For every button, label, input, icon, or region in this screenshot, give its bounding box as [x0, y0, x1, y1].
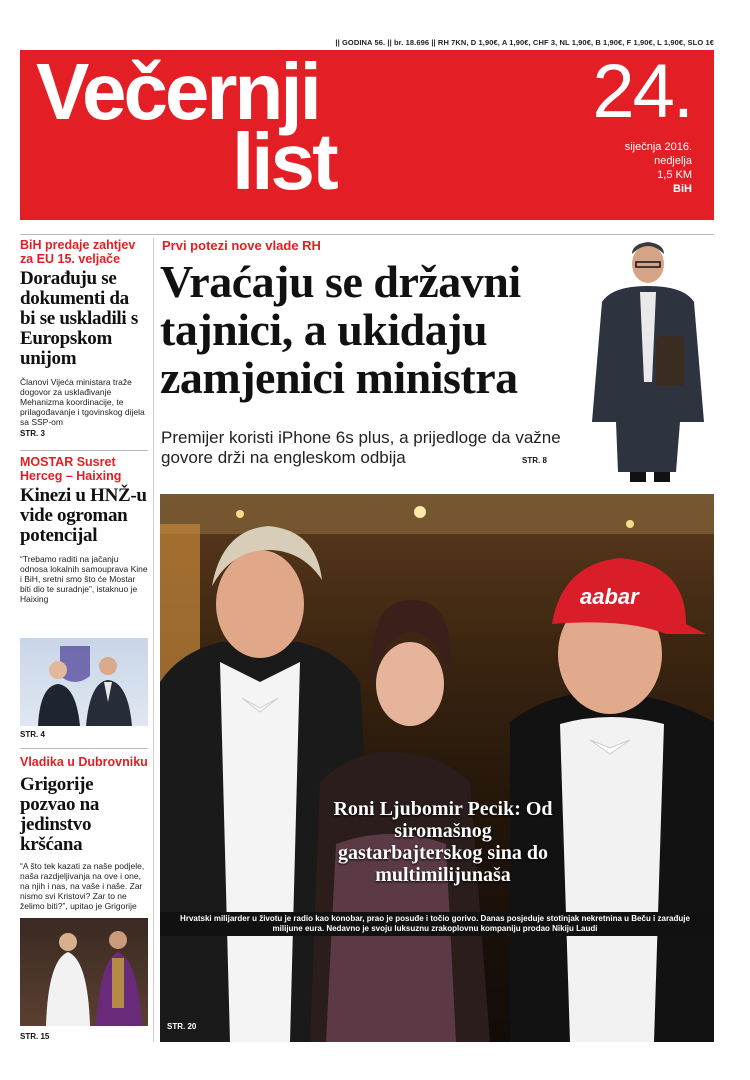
logo-vecernji: Večernji — [36, 47, 319, 136]
divider — [20, 748, 148, 749]
feature-caption: Hrvatski milijarder u životu je radio kao konobar, prao je posuđe i točio gorivo. Danas posjeduje stotinjak nekretnina u Beču i zarađuje milijune eura. Nedavno je svoju luksuznu zrakoplovnu kompaniju prodao Nikiju Laudi — [180, 914, 690, 933]
story-kicker: MOSTAR Susret Herceg – Haixing — [20, 455, 122, 483]
edition-label: BiH — [673, 183, 692, 195]
cap-logo-text: aabar — [580, 584, 639, 609]
date-month-year: siječnja 2016. — [624, 141, 692, 153]
main-story-subhead: Premijer koristi iPhone 6s plus, a prijedloge da važne govore drži na engleskom odbija — [161, 428, 561, 467]
story-summary: “A što tek kazati za naše podjele, naša razdjeljivanja na ove i one, na njih i nas, na vaše i naše. Zar nismo svi Kristovi? Zar to ne želimo biti?”, upitao je Grigorije — [20, 861, 145, 911]
left-story-eu[interactable] — [20, 238, 148, 438]
left-story-mostar[interactable] — [20, 455, 148, 604]
divider — [20, 234, 714, 235]
mostar-photo-illustration — [20, 638, 148, 726]
premier-photo — [580, 240, 714, 485]
left-story-grigorije[interactable] — [20, 755, 148, 911]
divider — [20, 450, 148, 451]
page-reference: STR. 8 — [522, 456, 547, 465]
story-summary: “Trebamo raditi na jačanju odnosa lokalnih samouprava Kine i BiH, sretni smo što će Mostar biti dio te suradnje”, istaknuo je Haixing — [20, 554, 148, 604]
masthead — [20, 47, 714, 220]
grigorije-photo-illustration — [20, 918, 148, 1026]
issue-day: 24. — [592, 49, 692, 134]
page-reference: STR. 4 — [20, 730, 45, 739]
main-story-kicker: Prvi potezi nove vlade RH — [162, 238, 321, 253]
premier-illustration — [580, 240, 714, 485]
feature-headline[interactable]: Roni Ljubomir Pecik: Od siromašnog gastarbajterskog sina do multimilijunaša — [333, 798, 553, 886]
page-reference: STR. 15 — [20, 1032, 50, 1041]
story-headline: Grigorije pozvao na jedinstvo kršćana — [20, 774, 100, 855]
logo-list: list — [232, 117, 336, 206]
mostar-meeting-photo — [20, 638, 148, 726]
price: 1,5 KM — [657, 169, 692, 181]
column-divider — [153, 238, 154, 1042]
page-reference: STR. 20 — [167, 1022, 197, 1031]
story-summary: Članovi Vijeća ministara traže dogovor za usklađivanje Mehanizma koordinacije, te prilagođavanje i tgovinskog dijela sa SSP-om — [20, 377, 145, 427]
edition-info-line: || GODINA 56. || br. 18.696 || RH 7KN, D 1,90€, A 1,90€, CHF 3, NL 1,90€, B 1,90€, F 1,90€, L 1,90€, SLO 1€ — [335, 38, 714, 47]
story-headline: Dorađuju se dokumenti da bi se uskladili s Europskom unijom — [20, 268, 138, 369]
story-kicker: BiH predaje zahtjev za EU 15. veljače — [20, 238, 136, 266]
feature-photo — [160, 494, 714, 1042]
story-headline: Kinezi u HNŽ-u vide ogroman potencijal — [20, 485, 147, 546]
page-reference: STR. 3 — [20, 429, 45, 438]
feature-illustration — [160, 494, 714, 1042]
main-story-headline[interactable]: Vraćaju se državni tajnici, a ukidaju zamjenici ministra — [160, 256, 521, 403]
grigorije-photo — [20, 918, 148, 1026]
story-kicker: Vladika u Dubrovniku — [20, 755, 148, 769]
issue-date — [625, 140, 692, 196]
date-weekday: nedjelja — [654, 155, 692, 167]
